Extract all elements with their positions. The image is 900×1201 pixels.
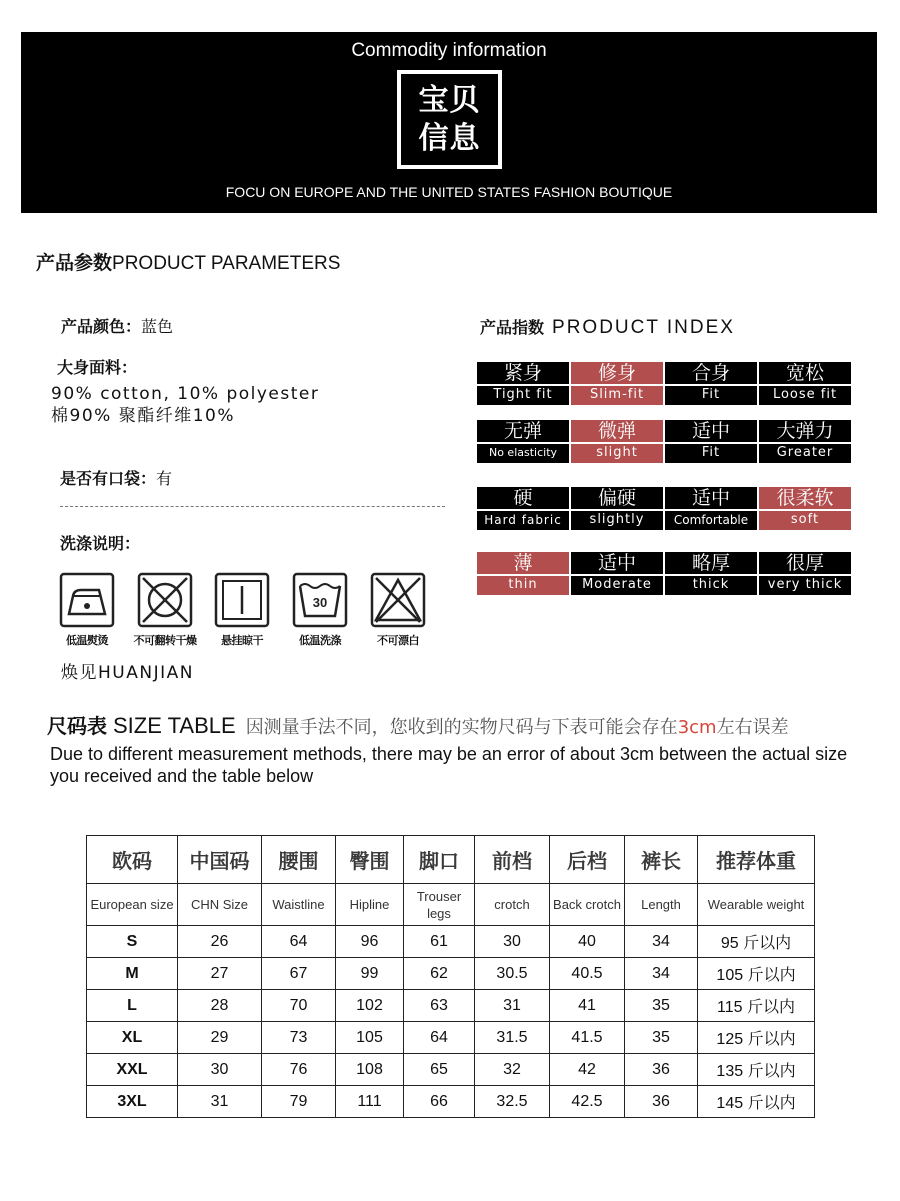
index-cell-cn: 合身 [691, 362, 730, 384]
table-cell: 31 [178, 1086, 262, 1118]
size-table [86, 835, 815, 1118]
table-cell: 27 [178, 958, 262, 990]
index-cell-cn: 偏硬 [597, 487, 636, 509]
index-row-softness [477, 487, 851, 530]
header-banner [21, 32, 877, 213]
table-row [87, 926, 815, 958]
param-pocket-value: 有 [156, 469, 173, 488]
index-cell-en: slight [596, 445, 638, 460]
index-cell [477, 487, 569, 530]
no-bleach-icon [370, 572, 426, 628]
param-color [61, 314, 173, 337]
index-cell-en: Fit [701, 445, 721, 460]
index-cell [571, 487, 663, 530]
table-cell: 96 [336, 926, 404, 958]
table-cell: 腰围 [262, 836, 336, 884]
table-cell: 111 [336, 1086, 404, 1118]
care-item-hang [208, 572, 276, 648]
care-label: 不可漂白 [377, 634, 419, 647]
table-cell: 36 [625, 1086, 698, 1118]
table-cell: Back crotch [550, 884, 625, 926]
table-cell: 99 [336, 958, 404, 990]
table-cell: 79 [262, 1086, 336, 1118]
table-cell: 32 [475, 1054, 550, 1086]
table-cell: 30.5 [475, 958, 550, 990]
index-cell-cn: 紧身 [503, 362, 542, 384]
index-cell [571, 420, 663, 463]
index-cell-en: thick [692, 577, 730, 592]
care-item-wash [286, 572, 354, 648]
table-cell: 32.5 [475, 1086, 550, 1118]
table-cell: 64 [404, 1022, 475, 1054]
index-cell [759, 420, 851, 463]
table-cell: 145 斤以内 [698, 1086, 815, 1118]
index-cell-en: Fit [701, 387, 721, 402]
index-cell [665, 420, 757, 463]
index-cell-cn: 无弹 [503, 420, 542, 442]
index-cell [571, 362, 663, 405]
table-cell: 26 [178, 926, 262, 958]
table-cell: 73 [262, 1022, 336, 1054]
table-cell: crotch [475, 884, 550, 926]
table-cell: 36 [625, 1054, 698, 1086]
param-fabric-label: 大身面料： [57, 358, 138, 377]
table-cell: 中国码 [178, 836, 262, 884]
param-color-value: 蓝色 [141, 317, 174, 336]
index-cell-en: Greater [776, 445, 834, 460]
size-section-title [47, 710, 789, 739]
index-cell [665, 552, 757, 595]
table-cell: 31.5 [475, 1022, 550, 1054]
table-cell: S [87, 926, 178, 958]
table-row [87, 1054, 815, 1086]
table-cell: 95 斤以内 [698, 926, 815, 958]
wash-temp: 30 [312, 595, 328, 610]
index-cell [571, 552, 663, 595]
table-cell: 108 [336, 1054, 404, 1086]
param-pocket-label: 是否有口袋： [60, 469, 157, 488]
index-cell-en: Hard fabric [484, 513, 562, 527]
no-tumble-dry-icon [137, 572, 193, 628]
index-cell-cn: 宽松 [785, 362, 824, 384]
index-cell-cn: 硬 [513, 487, 533, 509]
table-cell: XL [87, 1022, 178, 1054]
index-row-thickness [477, 552, 851, 595]
table-cell: 62 [404, 958, 475, 990]
table-cell: 28 [178, 990, 262, 1022]
table-row [87, 958, 815, 990]
index-cell [477, 362, 569, 405]
divider [60, 506, 445, 507]
table-cell: 35 [625, 1022, 698, 1054]
size-description: Due to different measurement methods, there may be an error of about 3cm between the actual size you received and the table below [50, 744, 848, 786]
table-cell: 42.5 [550, 1086, 625, 1118]
table-cell: 61 [404, 926, 475, 958]
table-cell: 29 [178, 1022, 262, 1054]
table-cell: Hipline [336, 884, 404, 926]
table-cell: 76 [262, 1054, 336, 1086]
table-cell: 40.5 [550, 958, 625, 990]
table-cell: L [87, 990, 178, 1022]
care-label: 悬挂晾干 [221, 634, 263, 647]
table-row [87, 1086, 815, 1118]
index-cell-en: thin [508, 577, 538, 592]
table-cell: 31 [475, 990, 550, 1022]
brand-name: 焕见HUANJIAN [61, 663, 194, 683]
index-cell-cn: 适中 [691, 487, 730, 509]
table-cell: 41 [550, 990, 625, 1022]
index-cell-cn: 修身 [597, 362, 636, 384]
table-header-cn [87, 836, 815, 884]
table-cell: 35 [625, 990, 698, 1022]
table-cell: 65 [404, 1054, 475, 1086]
size-note-a: 因测量手法不同，您收到的实物尺码与下表可能会存在 [245, 717, 678, 738]
table-cell: 裤长 [625, 836, 698, 884]
composition-cn: 棉90% 聚酯纤维10% [51, 406, 235, 426]
banner-box-line2: 信息 [418, 120, 481, 156]
index-cell-en: Comfortable [673, 513, 749, 527]
table-cell: CHN Size [178, 884, 262, 926]
banner-box-line1: 宝贝 [418, 82, 481, 118]
index-cell-cn: 略厚 [691, 552, 730, 574]
index-cell-en: Slim-fit [589, 387, 645, 402]
table-cell: 3XL [87, 1086, 178, 1118]
wash-label: 洗涤说明： [60, 534, 141, 553]
table-cell: 34 [625, 958, 698, 990]
table-cell: 102 [336, 990, 404, 1022]
index-cell-en: soft [790, 512, 820, 527]
banner-title: Commodity information [351, 40, 547, 61]
table-cell: 64 [262, 926, 336, 958]
table-cell: 欧码 [87, 836, 178, 884]
index-cell [759, 487, 851, 530]
wash-30-icon [292, 572, 348, 628]
table-cell: 63 [404, 990, 475, 1022]
table-cell: 34 [625, 926, 698, 958]
size-title-cn: 尺码表 [47, 714, 107, 738]
table-cell: 后档 [550, 836, 625, 884]
index-cell-en: Moderate [582, 577, 652, 592]
table-cell: 40 [550, 926, 625, 958]
table-row [87, 990, 815, 1022]
size-note-red: 3cm [677, 717, 717, 738]
table-cell: Length [625, 884, 698, 926]
banner-logo-box [397, 70, 502, 169]
size-note [246, 717, 789, 738]
table-cell: 脚口 [404, 836, 475, 884]
index-row-elasticity [477, 420, 851, 463]
care-item-no-tumble [131, 572, 199, 648]
table-cell: 105 [336, 1022, 404, 1054]
table-cell: 30 [178, 1054, 262, 1086]
size-note-b: 左右误差 [716, 717, 789, 738]
care-label: 低温洗涤 [299, 634, 341, 647]
care-label: 低温熨烫 [66, 634, 108, 647]
index-title-cn: 产品指数 [480, 318, 545, 337]
param-color-label: 产品颜色： [61, 317, 142, 336]
index-cell-cn: 薄 [513, 552, 533, 574]
index-cell-cn: 微弹 [597, 420, 636, 442]
params-title-en: PRODUCT PARAMETERS [112, 253, 341, 274]
hang-dry-icon [214, 572, 270, 628]
param-composition [51, 383, 319, 427]
table-cell: XXL [87, 1054, 178, 1086]
index-cell-cn: 很厚 [785, 552, 824, 574]
table-cell: 125 斤以内 [698, 1022, 815, 1054]
index-row-fit [477, 362, 851, 405]
index-cell [665, 487, 757, 530]
table-cell: 135 斤以内 [698, 1054, 815, 1086]
index-cell-cn: 很柔软 [776, 487, 834, 509]
size-title-en: SIZE TABLE [113, 713, 236, 738]
table-cell: 42 [550, 1054, 625, 1086]
table-cell: M [87, 958, 178, 990]
index-cell-cn: 适中 [691, 420, 730, 442]
care-label: 不可翻转干燥 [133, 634, 197, 647]
index-title-en: PRODUCT INDEX [552, 317, 735, 338]
index-cell [665, 362, 757, 405]
params-title-cn: 产品参数 [36, 252, 113, 274]
table-cell: 67 [262, 958, 336, 990]
index-cell-en: very thick [767, 577, 843, 592]
composition-en: 90% cotton, 10% polyester [51, 384, 320, 404]
table-cell: Trouser legs [404, 884, 475, 926]
table-cell: Wearable weight [698, 884, 815, 926]
care-item-no-bleach [364, 572, 432, 648]
param-pocket [60, 466, 172, 489]
table-cell: 66 [404, 1086, 475, 1118]
table-header-en [87, 884, 815, 926]
table-cell: 115 斤以内 [698, 990, 815, 1022]
params-section-title [36, 248, 340, 275]
table-cell: Waistline [262, 884, 336, 926]
index-cell-en: slightly [589, 512, 645, 527]
index-cell-cn: 适中 [597, 552, 636, 574]
index-cell-en: Tight fit [493, 387, 553, 402]
index-cell [759, 552, 851, 595]
index-cell [477, 420, 569, 463]
table-cell: 前档 [475, 836, 550, 884]
table-cell: 41.5 [550, 1022, 625, 1054]
index-cell [759, 362, 851, 405]
table-row [87, 1022, 815, 1054]
index-cell-cn: 大弹力 [776, 420, 834, 442]
iron-low-icon [59, 572, 115, 628]
index-cell-en: Loose fit [772, 387, 838, 402]
index-cell-en: No elasticity [488, 446, 558, 459]
table-cell: 70 [262, 990, 336, 1022]
care-item-iron [53, 572, 121, 648]
table-cell: 臀围 [336, 836, 404, 884]
index-cell [477, 552, 569, 595]
index-section-title [480, 315, 735, 339]
table-cell: 30 [475, 926, 550, 958]
table-cell: European size [87, 884, 178, 926]
table-cell: 推荐体重 [698, 836, 815, 884]
banner-subtitle: FOCU ON EUROPE AND THE UNITED STATES FASHION BOUTIQUE [225, 184, 673, 200]
table-cell: 105 斤以内 [698, 958, 815, 990]
